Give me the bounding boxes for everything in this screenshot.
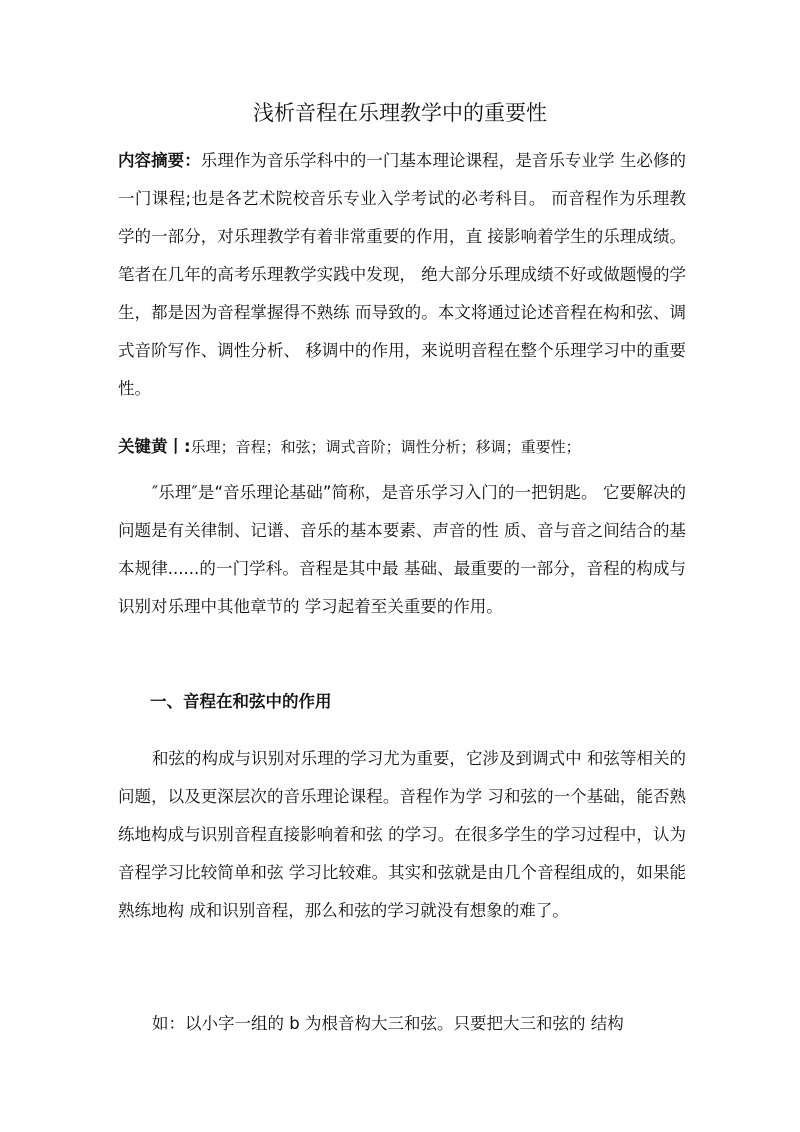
intro-paragraph: ″乐理″是“音乐理论基础”简称，是音乐学习入门的一把钥匙。 它要解决的问题是有关律制、记谱、音乐的基本要素、声音的性 质、音与音之间结合的基本规律......的一门学科。音程是其中最 基础、最重要的一部分，音程的构成与识别对乐理中其他章节的 学习起着至关重要的作用。 bbox=[118, 483, 686, 616]
abstract-text: 乐理作为音乐学科中的一门基本理论课程，是音乐专业学 生必修的一门课程;也是各艺术院校音乐专业入学考试的必考科目。 而音程作为乐理教学的一部分，对乐理教学有着非常重要的作用，直 接影响着学生的乐理成绩。笔者在几年的高考乐理教学实践中发现， 绝大部分乐理成绩不好或做题慢的学生，都是因为音程掌握得不熟练 而导致的。本文将通过论述音程在构和弦、调式音阶写作、调性分析、 移调中的作用，来说明音程在整个乐理学习中的重要性。 bbox=[118, 151, 687, 398]
keywords-text: 乐理；音程；和弦；调式音阶；调性分析；移调；重要性； bbox=[190, 438, 581, 456]
document-title: 浅析音程在乐理教学中的重要性 bbox=[253, 101, 547, 125]
example-paragraph: 如：以小字一组的 b 为根音构大三和弦。只要把大三和弦的 结构 bbox=[152, 1014, 624, 1033]
section-heading: 一、音程在和弦中的作用 bbox=[150, 692, 332, 711]
keywords-paragraph bbox=[118, 432, 686, 462]
abstract-paragraph bbox=[118, 142, 686, 408]
section-paragraph: 和弦的构成与识别对乐理的学习尤为重要，它涉及到调式中 和弦等相关的问题，以及更深层次的音乐理论课程。音程作为学 习和弦的一个基础，能否熟练地构成与识别音程直接影响着和弦 的学习。在很多学生的学习过程中，认为音程学习比较简单和弦 学习比较难。其实和弦就是由几个音程组成的，如果能熟练地构 成和识别音程，那么和弦的学习就没有想象的难了。 bbox=[118, 749, 686, 920]
keywords-label: 关键黄丨: bbox=[118, 437, 191, 456]
abstract-label: 内容摘要： bbox=[118, 151, 201, 170]
